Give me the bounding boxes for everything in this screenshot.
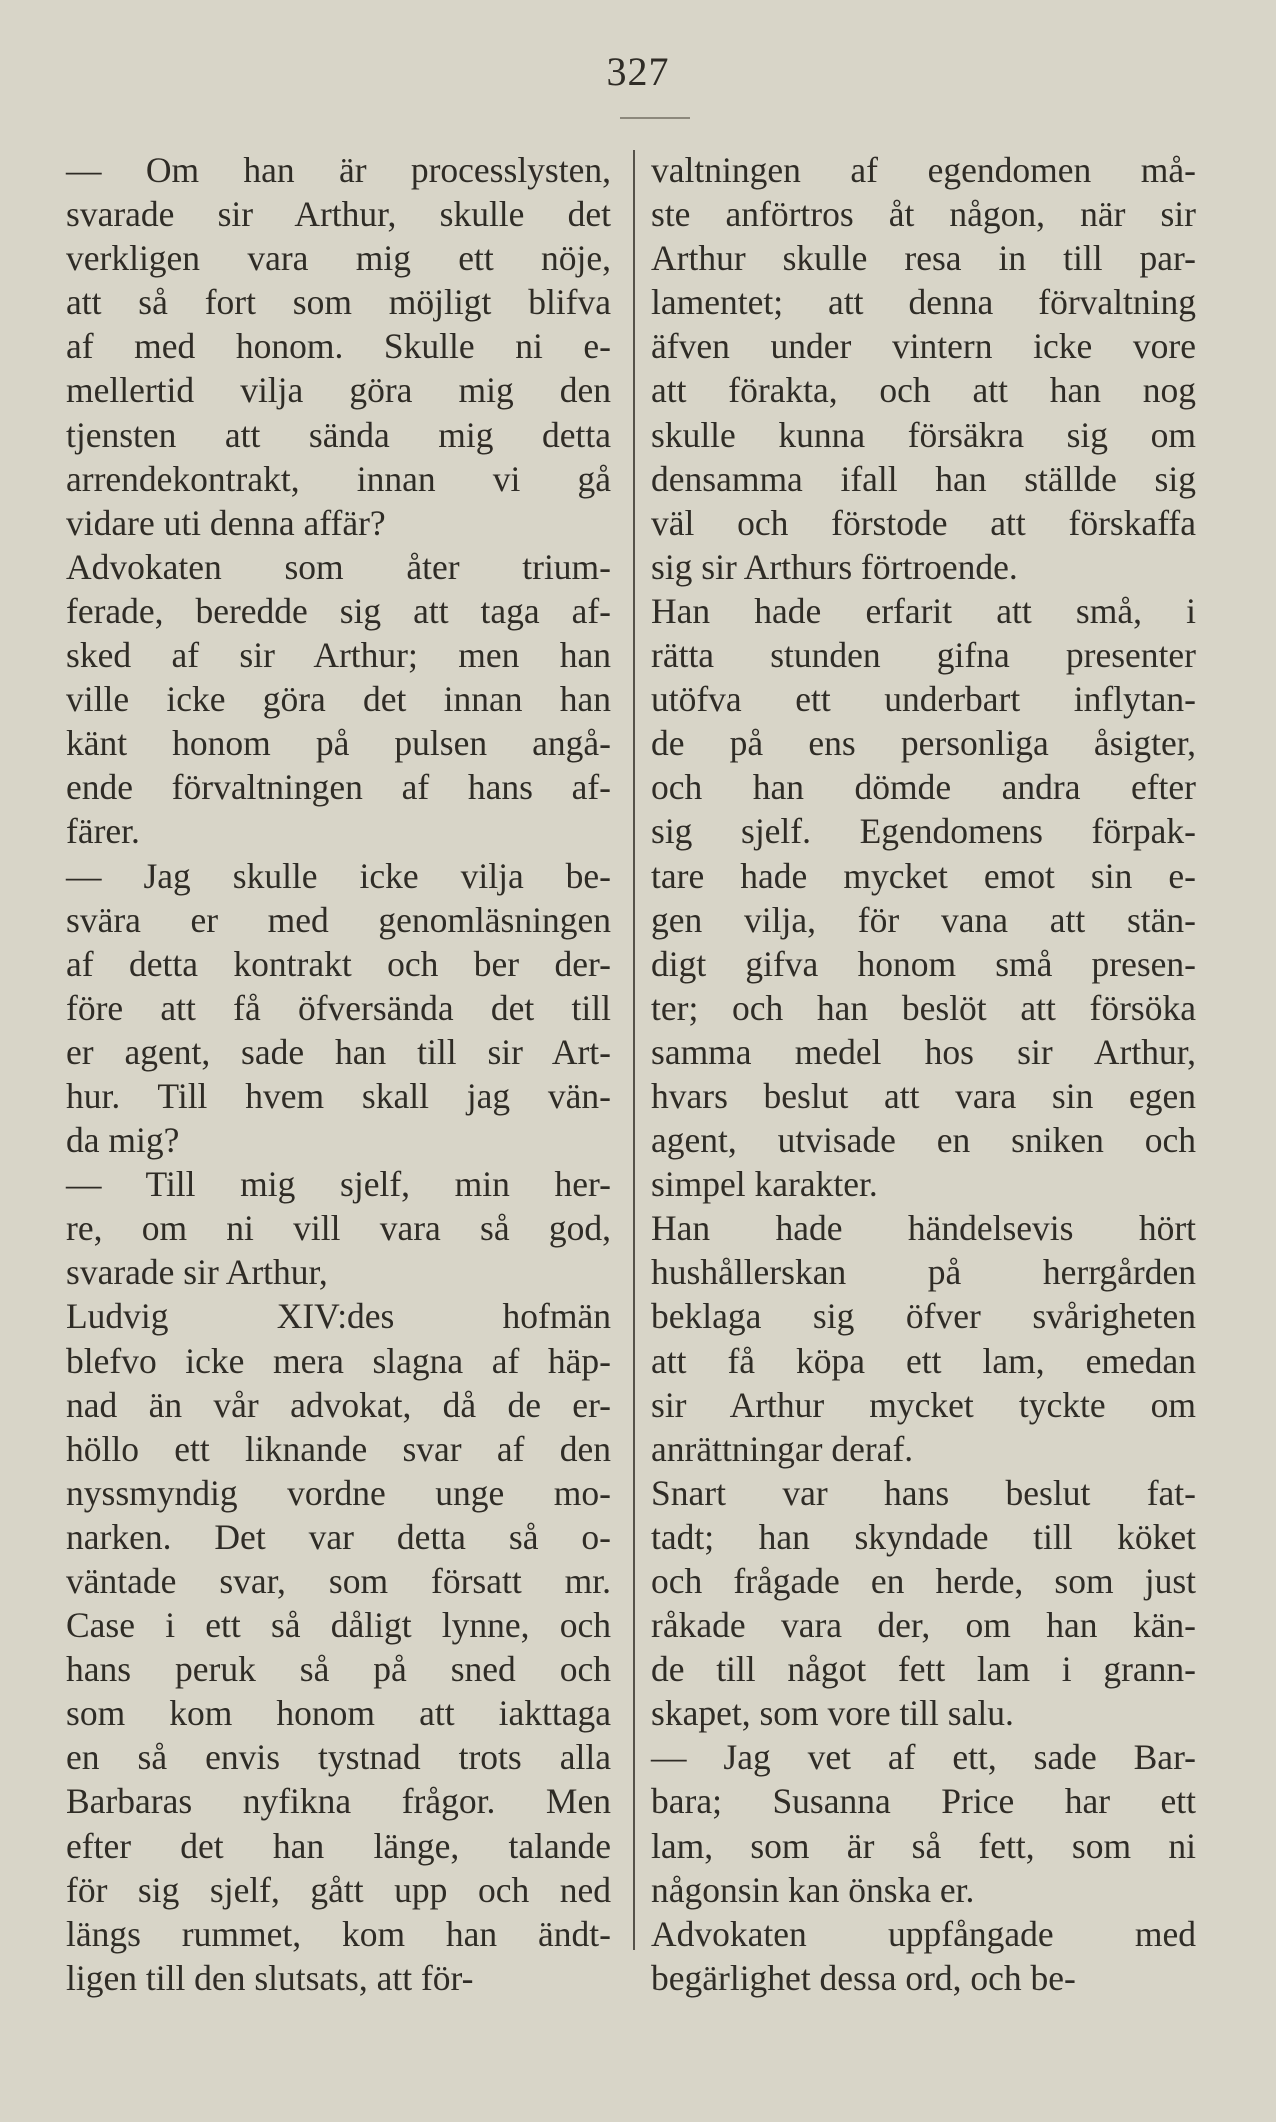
text-line: ter; och han beslöt att försöka <box>651 987 1196 1028</box>
text-line: re, om ni vill vara så god, <box>66 1208 611 1249</box>
text-line: simpel karakter. <box>651 1164 878 1205</box>
text-line: Advokaten uppfångade med <box>651 1913 1196 1954</box>
text-line: Han hade händelsevis hört <box>651 1208 1196 1249</box>
text-line: att förakta, och att han nog <box>651 370 1196 411</box>
text-line: sked af sir Arthur; men han <box>66 635 611 676</box>
text-line: mellertid vilja göra mig den <box>66 370 611 411</box>
text-line: känt honom på pulsen angå- <box>66 723 611 764</box>
text-line: lamentet; att denna förvaltning <box>651 282 1196 323</box>
text-line: beklaga sig öfver svårigheten <box>651 1296 1196 1337</box>
text-line: väl och förstode att förskaffa <box>651 502 1196 543</box>
text-line: någonsin kan önska er. <box>651 1869 975 1910</box>
text-line: de till något fett lam i grann- <box>651 1649 1196 1690</box>
text-line: Snart var hans beslut fat- <box>651 1472 1196 1513</box>
text-line: sir Arthur mycket tyckte om <box>651 1384 1196 1425</box>
text-line: — Till mig sjelf, min her- <box>66 1164 611 1205</box>
text-line: da mig? <box>66 1120 180 1161</box>
text-line: begärlighet dessa ord, och be- <box>651 1957 1076 1998</box>
text-line: skapet, som vore till salu. <box>651 1693 1014 1734</box>
text-line: hans peruk så på sned och <box>66 1649 611 1690</box>
text-line: af med honom. Skulle ni e- <box>66 326 611 367</box>
text-line: verkligen vara mig ett nöje, <box>66 238 611 279</box>
text-line: väntade svar, som försatt mr. <box>66 1561 611 1601</box>
text-line: digt gifva honom små presen- <box>651 943 1196 984</box>
text-line: Case i ett så dåligt lynne, och <box>66 1605 611 1646</box>
text-line: höllo ett liknande svar af den <box>66 1428 611 1469</box>
text-line: tadt; han skyndade till köket <box>651 1516 1196 1557</box>
text-line: svarade sir Arthur, skulle det <box>66 194 611 235</box>
text-line: Advokaten som åter trium- <box>66 546 611 587</box>
text-line: hvars beslut att vara sin egen <box>651 1075 1196 1116</box>
column-divider <box>633 150 635 1950</box>
text-line: ville icke göra det innan han <box>66 679 611 720</box>
text-line: er agent, sade han till sir Art- <box>66 1031 611 1072</box>
text-line: gen vilja, för vana att stän- <box>651 899 1196 940</box>
text-line: de på ens personliga åsigter, <box>651 723 1196 764</box>
text-line: färer. <box>66 811 140 852</box>
text-line: svära er med genomläsningen <box>66 899 611 940</box>
left-text-column <box>66 148 611 2000</box>
text-line: bara; Susanna Price har ett <box>651 1781 1196 1822</box>
text-line: densamma ifall han ställde sig <box>651 458 1196 499</box>
text-line: arrendekontrakt, innan vi gå <box>66 458 611 499</box>
text-line: vidare uti denna affär? <box>66 502 386 543</box>
text-line: tjensten att sända mig detta <box>66 414 611 455</box>
text-line: hur. Till hvem skall jag vän- <box>66 1075 611 1116</box>
text-line: Arthur skulle resa in till par- <box>651 238 1196 279</box>
text-line: — Om han är processlysten, <box>66 150 611 190</box>
text-line: att så fort som möjligt blifva <box>66 282 611 323</box>
text-line: tare hade mycket emot sin e- <box>651 855 1196 896</box>
text-line: blefvo icke mera slagna af häp- <box>66 1340 611 1381</box>
text-line: efter det han länge, talande <box>66 1825 611 1866</box>
text-line: och frågade en herde, som just <box>651 1561 1196 1601</box>
text-line: en så envis tystnad trots alla <box>66 1737 611 1778</box>
text-line: narken. Det var detta så o- <box>66 1516 611 1557</box>
text-line: skulle kunna försäkra sig om <box>651 414 1196 455</box>
text-line: ste anförtros åt någon, när sir <box>651 194 1196 235</box>
text-line: före att få öfversända det till <box>66 987 611 1028</box>
text-line: längs rummet, kom han ändt- <box>66 1913 611 1954</box>
text-line: Barbaras nyfikna frågor. Men <box>66 1781 611 1822</box>
text-line: äfven under vintern icke vore <box>651 326 1196 367</box>
text-line: — Jag skulle icke vilja be- <box>66 855 611 896</box>
text-line: svarade sir Arthur, <box>66 1252 328 1293</box>
text-line: lam, som är så fett, som ni <box>651 1825 1196 1866</box>
text-line: hushållerskan på herrgården <box>651 1252 1196 1293</box>
right-text-column <box>651 148 1196 2000</box>
text-line: utöfva ett underbart inflytan- <box>651 679 1196 720</box>
text-line: sig sir Arthurs förtroende. <box>651 546 1018 587</box>
text-line: ligen till den slutsats, att för- <box>66 1957 474 1998</box>
text-line: af detta kontrakt och ber der- <box>66 943 611 984</box>
text-line: samma medel hos sir Arthur, <box>651 1031 1196 1072</box>
text-line: valtningen af egendomen må- <box>651 150 1196 190</box>
text-line: och han dömde andra efter <box>651 767 1196 808</box>
header-rule <box>620 117 690 119</box>
text-line: anrättningar deraf. <box>651 1428 914 1469</box>
text-line: att få köpa ett lam, emedan <box>651 1340 1196 1381</box>
text-line: nad än vår advokat, då de er- <box>66 1384 611 1425</box>
text-line: nyssmyndig vordne unge mo- <box>66 1472 611 1513</box>
text-line: råkade vara der, om han kän- <box>651 1605 1196 1646</box>
text-line: Han hade erfarit att små, i <box>651 590 1196 631</box>
page-number: 327 <box>606 49 670 94</box>
text-line: sig sjelf. Egendomens förpak- <box>651 811 1196 852</box>
text-line: som kom honom att iakttaga <box>66 1693 611 1734</box>
text-line: rätta stunden gifna presenter <box>651 635 1196 676</box>
text-line: ferade, beredde sig att taga af- <box>66 590 611 631</box>
text-line: agent, utvisade en sniken och <box>651 1120 1196 1161</box>
text-line: för sig sjelf, gått upp och ned <box>66 1869 611 1910</box>
text-line: ende förvaltningen af hans af- <box>66 767 611 808</box>
text-line: Ludvig XIV:des hofmän <box>66 1296 611 1337</box>
text-line: — Jag vet af ett, sade Bar- <box>651 1737 1196 1778</box>
